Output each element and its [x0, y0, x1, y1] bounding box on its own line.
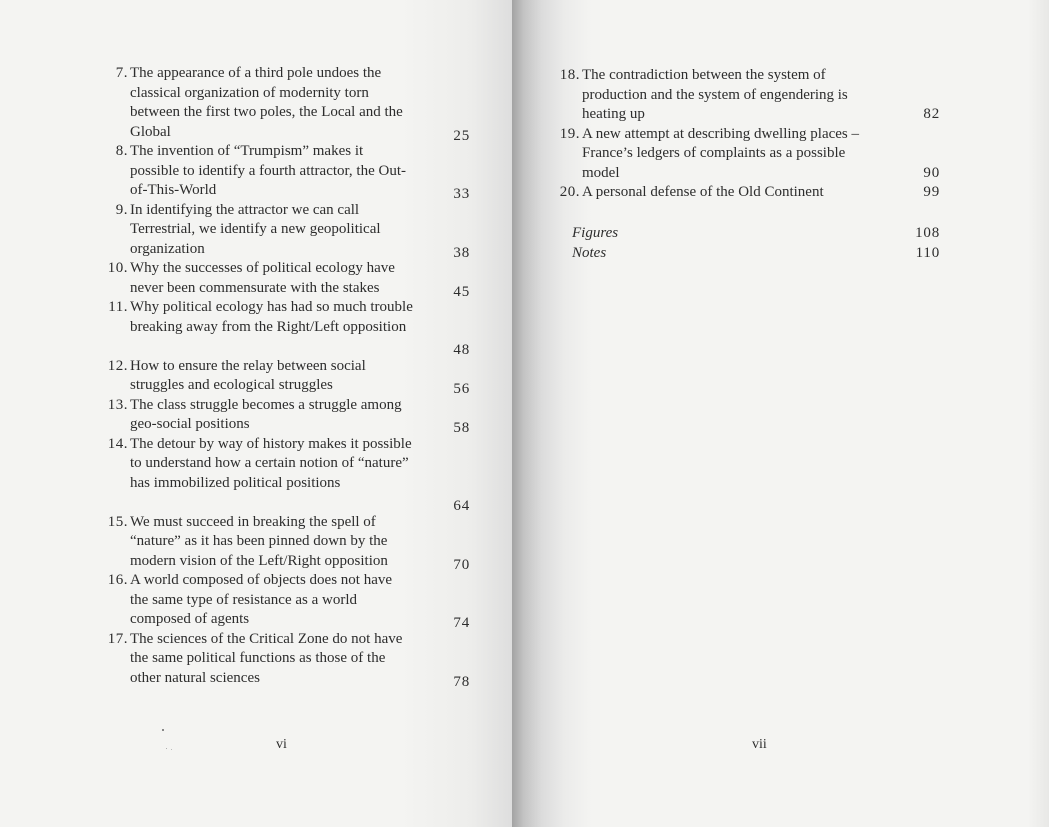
entry-page: 78	[453, 673, 470, 690]
entry-number: 15.	[107, 513, 128, 530]
backmatter-entry-notes	[572, 243, 940, 263]
toc-entry	[107, 435, 470, 514]
entry-number: 9.	[115, 201, 128, 218]
entry-title: The appearance of a third pole undoes the classical organization of modernity torn between the first two poles, the Local and the Global	[130, 65, 403, 140]
backmatter-page: 108	[915, 225, 940, 241]
entry-page: 48	[453, 342, 470, 358]
toc-entry	[559, 66, 940, 125]
backmatter-title: Figures	[572, 225, 619, 241]
toc-entry	[107, 630, 470, 690]
toc-list-right	[559, 66, 940, 203]
entry-number: 17.	[107, 630, 128, 647]
toc-entry	[110, 201, 470, 260]
print-speck	[162, 729, 164, 731]
entry-title: A personal defense of the Old Continent	[582, 184, 824, 200]
entry-number: 20.	[559, 184, 580, 200]
toc-entry	[559, 125, 940, 184]
entry-number: 10.	[107, 260, 128, 276]
page-number-right: vii	[752, 737, 767, 752]
entry-page: 45	[453, 283, 470, 300]
entry-number: 8.	[115, 143, 128, 159]
toc-entry	[107, 571, 470, 631]
entry-number: 14.	[107, 435, 128, 452]
toc-entry	[107, 259, 470, 300]
entry-page: 90	[923, 164, 940, 181]
entry-page: 64	[453, 498, 470, 514]
backmatter-entry-figures	[572, 223, 940, 243]
toc-entry	[107, 357, 470, 397]
entry-title: The contradiction between the system of production and the system of engendering is heating up	[582, 67, 848, 122]
entry-page: 56	[453, 381, 470, 397]
entry-title: Why political ecology has had so much trouble breaking away from the Right/Left opposition	[130, 299, 413, 335]
entry-number: 16.	[107, 572, 128, 588]
entry-page: 99	[923, 184, 940, 200]
entry-page: 38	[453, 244, 470, 261]
entry-page: 82	[923, 106, 940, 122]
backmatter-title: Notes	[572, 245, 607, 261]
toc-entry	[107, 396, 470, 436]
entry-title: A new attempt at describing dwelling places – France’s ledgers of complaints as a possible model	[582, 125, 860, 181]
entry-number: 12.	[107, 357, 128, 374]
entry-page: 58	[453, 420, 470, 436]
toc-entry	[110, 298, 470, 357]
toc-entry	[110, 142, 470, 201]
print-speck	[171, 749, 172, 750]
entry-page: 33	[453, 186, 470, 202]
entry-number: 13.	[107, 396, 128, 413]
print-speck	[166, 748, 167, 749]
entry-title: A world composed of objects does not have the same type of resistance as a world composed of agents	[130, 572, 393, 627]
toc-list-left	[107, 64, 470, 690]
backmatter-list	[572, 223, 940, 263]
toc-entry	[107, 513, 470, 573]
entry-title: The detour by way of history makes it possible to understand how a certain notion of “nature” has immobilized political positions	[130, 435, 412, 491]
entry-page: 25	[453, 127, 470, 144]
entry-number: 11.	[108, 299, 128, 315]
entry-page: 74	[453, 615, 470, 631]
entry-title: We must succeed in breaking the spell of “nature” as it has been pinned down by the modern vision of the Left/Right opposition	[130, 513, 388, 569]
toc-entry	[110, 64, 470, 142]
entry-title: In identifying the attractor we can call Terrestrial, we identify a new geopolitical organization	[130, 201, 381, 257]
entry-number: 7.	[115, 65, 128, 81]
page-number-left: vi	[276, 737, 287, 752]
entry-number: 19.	[559, 125, 580, 142]
entry-number: 18.	[559, 67, 580, 83]
entry-title: The class struggle becomes a struggle among geo-social positions	[130, 396, 402, 432]
entry-title: The sciences of the Critical Zone do not have the same political functions as those of the other natural sciences	[130, 630, 403, 686]
entry-title: How to ensure the relay between social struggles and ecological struggles	[130, 357, 366, 393]
backmatter-page: 110	[915, 245, 940, 261]
entry-title: Why the successes of political ecology have never been commensurate with the stakes	[130, 260, 395, 296]
entry-page: 70	[453, 556, 470, 573]
entry-title: The invention of “Trumpism” makes it possible to identify a fourth attractor, the Out-of-This-World	[130, 143, 406, 198]
toc-entry	[559, 183, 940, 203]
